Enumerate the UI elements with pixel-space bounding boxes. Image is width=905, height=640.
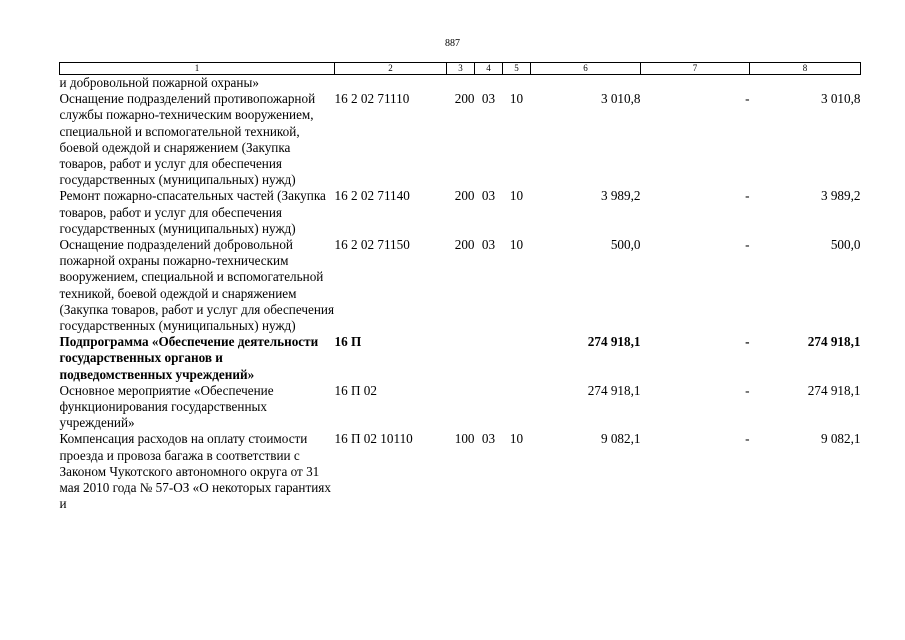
row-code: 16 П [334, 334, 362, 350]
row-code: 16 П 02 10110 [334, 431, 413, 447]
row-expense-type: 100 [454, 431, 475, 447]
row-code: 16 2 02 71150 [334, 237, 410, 253]
row-amount-col7: - [745, 334, 750, 350]
header-col-3: 3 [447, 63, 475, 75]
table-row [60, 75, 861, 92]
table-row [60, 91, 861, 188]
row-amount-col6: 500,0 [610, 237, 641, 253]
row-amount-col8: 3 989,2 [820, 188, 861, 204]
row-name: Подпрограмма «Обеспечение деятельности государственных органов и подведомственных учреждений» [59, 334, 319, 382]
row-amount-col8: 274 918,1 [807, 382, 861, 398]
row-amount-col6: 274 918,1 [587, 334, 641, 350]
row-amount-col8: 500,0 [830, 237, 861, 253]
row-section [475, 383, 503, 432]
table-row [60, 237, 861, 334]
row-amount-col6: 3 989,2 [600, 188, 641, 204]
header-col-4: 4 [475, 63, 503, 75]
row-name: Оснащение подразделений добровольной пожарной охраны пожарно-техническим вооружением, специальной и вспомогательной техникой, боевой одеждой и снаряжением (Закупка товаров, работ и услуг для обеспечения государственных (муниципальных) нужд) [59, 237, 335, 334]
row-section: 03 [481, 237, 496, 253]
row-name: Ремонт пожарно-спасательных частей (Закупка товаров, работ и услуг для обеспечения государственных (муниципальных) нужд) [59, 188, 326, 236]
row-subsection: 10 [509, 431, 524, 447]
row-code [335, 75, 447, 92]
table-header-row [60, 63, 861, 75]
row-expense-type [447, 334, 475, 383]
row-amount-col7: - [745, 431, 750, 447]
row-code: 16 П 02 [334, 382, 377, 398]
table-row [60, 383, 861, 432]
header-col-7: 7 [641, 63, 750, 75]
row-amount-col7: - [745, 91, 750, 107]
row-subsection: 10 [509, 237, 524, 253]
table-row [60, 334, 861, 383]
header-col-8: 8 [750, 63, 861, 75]
row-amount-col6 [531, 75, 641, 92]
row-subsection [503, 75, 531, 92]
row-expense-type [447, 75, 475, 92]
row-name: Оснащение подразделений противопожарной службы пожарно-техническим вооружением, специальной и вспомогательной техникой, боевой одеждой и снаряжением (Закупка товаров, работ и услуг для обеспечения государственных (муниципальных) нужд) [59, 91, 316, 188]
header-col-1: 1 [60, 63, 335, 75]
row-expense-type: 200 [454, 91, 475, 107]
row-amount-col7: - [745, 188, 750, 204]
row-amount-col6: 3 010,8 [600, 91, 641, 107]
row-section [475, 334, 503, 383]
row-name: и добровольной пожарной охраны» [59, 75, 259, 90]
header-col-6: 6 [531, 63, 641, 75]
row-amount-col8: 274 918,1 [807, 334, 861, 350]
row-amount-col6: 274 918,1 [587, 382, 641, 398]
row-name: Компенсация расходов на оплату стоимости проезда и провоза багажа в соответствии с Законом Чукотского автономного округа от 31 мая 2010 года № 57-ОЗ «О некоторых гарантиях и [59, 431, 331, 512]
table-row [60, 431, 861, 512]
row-amount-col8: 3 010,8 [820, 91, 861, 107]
budget-table [59, 62, 861, 512]
row-amount-col7: - [745, 237, 750, 253]
row-amount-col7 [641, 75, 750, 92]
header-col-2: 2 [335, 63, 447, 75]
row-expense-type: 200 [454, 188, 475, 204]
row-expense-type: 200 [454, 237, 475, 253]
row-code: 16 2 02 71110 [334, 91, 410, 107]
row-section: 03 [481, 188, 496, 204]
row-expense-type [447, 383, 475, 432]
header-col-5: 5 [503, 63, 531, 75]
row-amount-col7: - [745, 382, 750, 398]
page-number: 887 [445, 38, 460, 49]
row-amount-col8 [750, 75, 861, 92]
row-section [475, 75, 503, 92]
row-subsection [503, 383, 531, 432]
row-name: Основное мероприятие «Обеспечение функционирования государственных учреждений» [59, 382, 274, 431]
table-row [60, 188, 861, 237]
row-amount-col8: 9 082,1 [820, 431, 861, 447]
row-subsection [503, 334, 531, 383]
row-section: 03 [481, 91, 496, 107]
row-subsection: 10 [509, 91, 524, 107]
row-amount-col6: 9 082,1 [600, 431, 641, 447]
row-code: 16 2 02 71140 [334, 188, 410, 204]
row-section: 03 [481, 431, 496, 447]
row-subsection: 10 [509, 188, 524, 204]
